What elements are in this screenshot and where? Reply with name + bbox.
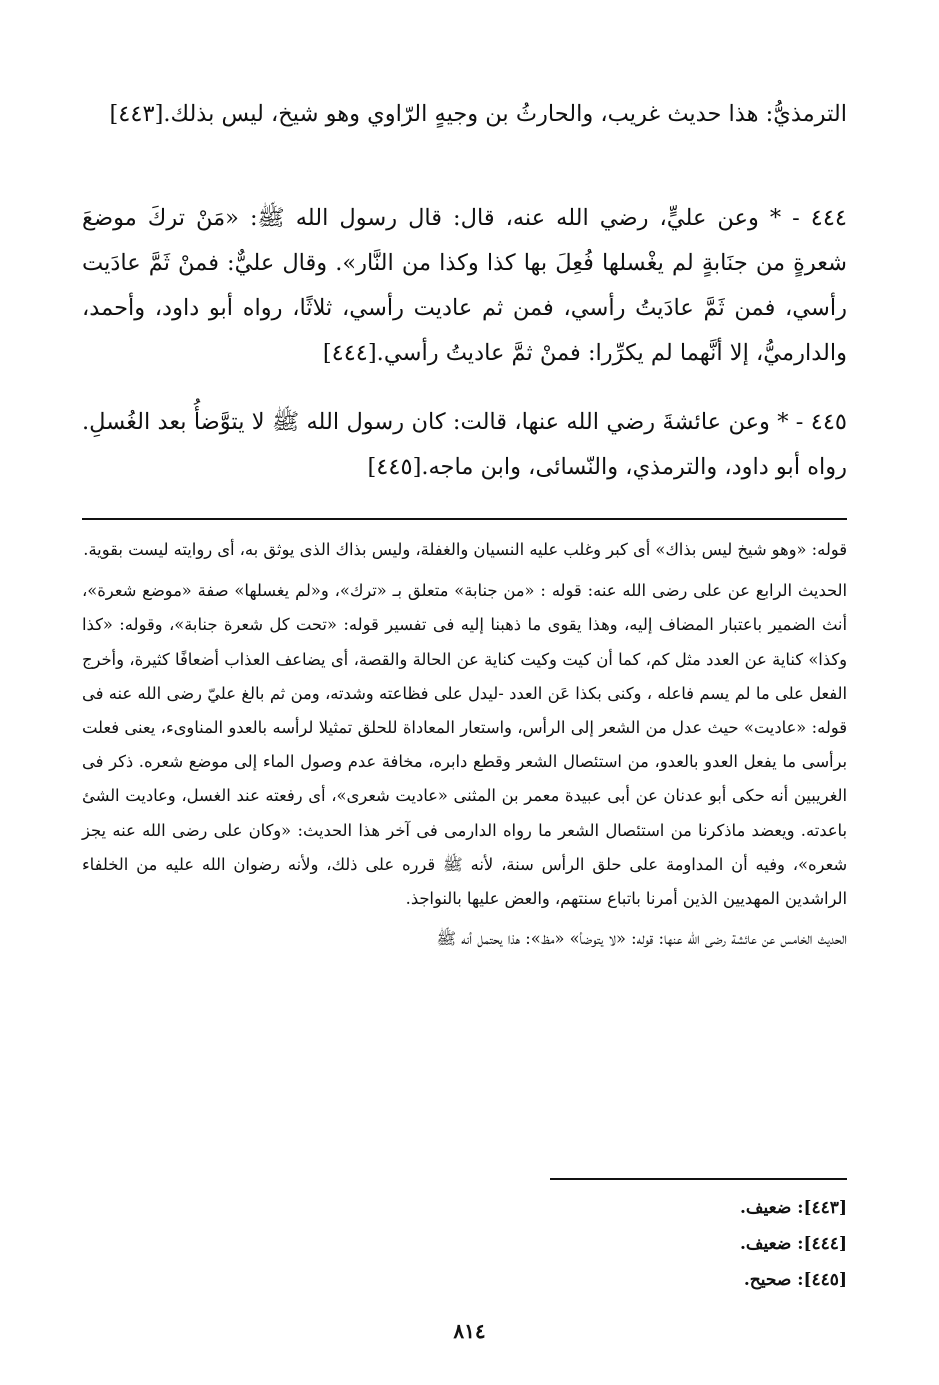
section-divider [82,518,847,520]
paragraph-text: ٤٤٥ - * وعن عائشةَ رضي الله عنها، قالت: كان رسول الله ﷺ لا يتوَّضأُ بعد الغُسلِ. رواه أبو داود، والترمذي، والنّسائى، وابن ماجه.[٤٤٥] [82,409,847,480]
hadith-paragraph-445 [82,400,847,490]
footnotes [547,1190,847,1298]
paragraph-text: الترمذيُّ: هذا حديث غريب، والحارثُ بن وجيهٍ الرّاوي وهو شيخ، ليس بذلك.[٤٤٣] [109,101,847,127]
commentary-paragraph: الحديث الخامس عن عائشة رضى الله عنها: قوله: «لا يتوضأ» «مظ»: هذا يحتمل أنه ﷺ [436,929,847,949]
footnote-item: [٤٤٣]: ضعيف. [740,1198,847,1218]
commentary-paragraph: الحديث الرابع عن على رضى الله عنه: قوله : «من جنابة» متعلق بـ «ترك»، و«لم يغسلها» صفة «موضع شعرة»، أنث الضمير باعتبار المضاف إليه، وهذا يقوى ما ذهبنا إليه فى تفسير قوله: «تحت كل شعرة جنابة»، وقوله: «كذا وكذا» كناية عن العدد مثل كم، كما أن كيت وكيت كناية عن الحالة والقصة، أى يضاعف العذاب أضعافًا كثيرة، وأخرج الفعل على ما لم يسم فاعله ، وكنى بكذا عَن العدد -ليدل على فظاعته وشدته، ومن ثم بالغ عليّ رضى الله عنه فى قوله: «عاديت» حيث عدل من الشعر إلى الرأس، واستعار المعاداة للحلق تمثيلا لرأسه بالعدو المناوىء، يعنى فعلت برأسى ما يفعل العدو بالعدو، من استئصال الشعر وقطع دابره، مخافة عدم وصول الماء إلى موضع شعره. ذكر فى الغريبين أنه حكى أبو عدنان عن أبى عبيدة معمر بن المثنى «عاديت شعرى»، أى رفعته عند الغسل، وعاديت الشئ باعدته. ويعضد ماذكرنا من استئصال الشعر ما رواه الدارمى فى آخر هذا الحديث: «وكان على رضى الله عنه يجز شعره»، وفيه أن المداومة على حلق الرأس سنة، لأنه ﷺ قرره على ذلك، ولأنه رضوان الله عليه من الخلفاء الراشدين المهديين الذين أمرنا باتباع سنتهم، والعض عليها بالنواجذ. [82,581,847,909]
hadith-paragraph-continuation [82,92,847,137]
hadith-paragraph-444 [82,196,847,376]
paragraph-text: ٤٤٤ - * وعن عليٍّ، رضي الله عنه، قال: قال رسول الله ﷺ: «مَنْ تركَ موضعَ شعرةٍ من جنَابةٍ لم يغْسلها فُعِلَ بها كذا وكذا من النَّار». وقال عليٌّ: فمنْ ثَمَّ عادَيت رأسي، فمن ثَمَّ عادَيتُ رأسي، فمن ثم عاديت رأسي، ثلاثًا، رواه أبو داود، وأحمد، والدارميُّ، إلا أنَّهما لم يكرِّرا: فمنْ ثمَّ عاديتُ رأسي.[٤٤٤] [82,205,847,366]
footnote-item: [٤٤٤]: ضعيف. [740,1234,847,1254]
commentary-section [82,533,847,962]
footnote-item: [٤٤٥]: صحيح. [743,1270,847,1290]
commentary-paragraph: قوله: «وهو شيخ ليس بذاك» أى كبر وغلب عليه النسيان والغفلة، وليس بذاك الذى يوثق به، أى روايته ليست بقوية. [83,540,847,559]
footnote-divider [550,1178,847,1180]
page-number: ٨١٤ [453,1319,486,1343]
